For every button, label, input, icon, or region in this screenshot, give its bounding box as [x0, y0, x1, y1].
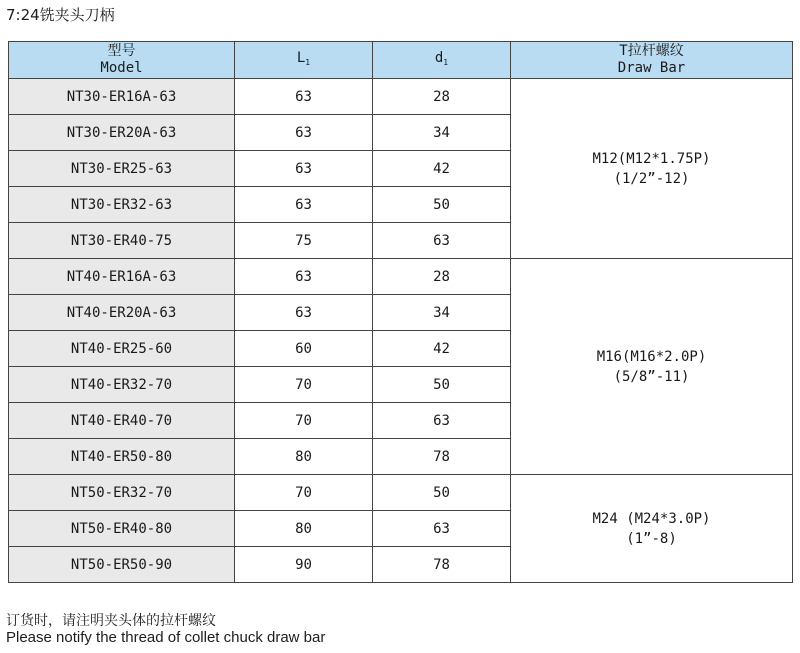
model-cell: NT50-ER40-80	[9, 511, 235, 547]
l1-cell: 70	[235, 403, 373, 439]
header-draw-bar-en: Draw Bar	[617, 60, 686, 76]
header-model-cn: 型号	[107, 43, 136, 59]
l1-cell: 80	[235, 439, 373, 475]
d1-cell: 78	[373, 547, 511, 583]
model-cell: NT30-ER32-63	[9, 187, 235, 223]
d1-cell: 63	[373, 223, 511, 259]
l1-cell: 70	[235, 475, 373, 511]
page-title: 7:24铣夹头刀柄	[6, 6, 115, 24]
draw-bar-line1: M24 (M24*3.0P)	[592, 510, 711, 527]
draw-bar-cell	[511, 79, 793, 259]
spec-table	[8, 41, 793, 583]
draw-bar-cell	[511, 475, 793, 583]
footnote-en: Please notify the thread of collet chuck draw bar	[6, 629, 326, 646]
model-cell: NT30-ER20A-63	[9, 115, 235, 151]
d1-cell: 42	[373, 151, 511, 187]
table-row	[9, 475, 793, 511]
model-cell: NT40-ER32-70	[9, 367, 235, 403]
l1-cell: 63	[235, 295, 373, 331]
model-cell: NT30-ER25-63	[9, 151, 235, 187]
header-l1	[235, 42, 373, 79]
d1-cell: 63	[373, 403, 511, 439]
header-l1-sub: 1	[305, 57, 311, 67]
d1-cell: 63	[373, 511, 511, 547]
model-cell: NT30-ER40-75	[9, 223, 235, 259]
model-cell: NT40-ER25-60	[9, 331, 235, 367]
header-l1-letter: L	[296, 49, 306, 66]
header-row	[9, 42, 793, 79]
header-draw-bar-cn: T拉杆螺纹	[619, 43, 684, 59]
model-cell: NT40-ER50-80	[9, 439, 235, 475]
footnote-cn: 订货时，请注明夹头体的拉杆螺纹	[6, 613, 216, 629]
header-model	[9, 42, 235, 79]
d1-cell: 28	[373, 259, 511, 295]
draw-bar-line2: (1”-8)	[626, 530, 677, 547]
d1-cell: 50	[373, 475, 511, 511]
draw-bar-cell	[511, 259, 793, 475]
model-cell: NT30-ER16A-63	[9, 79, 235, 115]
d1-cell: 34	[373, 295, 511, 331]
l1-cell: 75	[235, 223, 373, 259]
d1-cell: 50	[373, 367, 511, 403]
draw-bar-line1: M12(M12*1.75P)	[592, 150, 711, 167]
table-row	[9, 259, 793, 295]
header-d1	[373, 42, 511, 79]
l1-cell: 63	[235, 151, 373, 187]
model-cell: NT50-ER32-70	[9, 475, 235, 511]
model-cell: NT40-ER20A-63	[9, 295, 235, 331]
header-model-en: Model	[100, 60, 143, 76]
table-row	[9, 79, 793, 115]
d1-cell: 50	[373, 187, 511, 223]
d1-cell: 78	[373, 439, 511, 475]
l1-cell: 63	[235, 79, 373, 115]
d1-cell: 28	[373, 79, 511, 115]
l1-cell: 90	[235, 547, 373, 583]
l1-cell: 63	[235, 115, 373, 151]
d1-cell: 42	[373, 331, 511, 367]
model-cell: NT40-ER40-70	[9, 403, 235, 439]
header-d1-sub: 1	[443, 57, 449, 67]
l1-cell: 80	[235, 511, 373, 547]
l1-cell: 70	[235, 367, 373, 403]
draw-bar-line2: (1/2”-12)	[613, 170, 690, 187]
l1-cell: 63	[235, 187, 373, 223]
model-cell: NT40-ER16A-63	[9, 259, 235, 295]
l1-cell: 60	[235, 331, 373, 367]
header-d1-letter: d	[434, 49, 444, 66]
d1-cell: 34	[373, 115, 511, 151]
draw-bar-line2: (5/8”-11)	[613, 368, 690, 385]
draw-bar-line1: M16(M16*2.0P)	[596, 348, 707, 365]
header-draw-bar	[511, 42, 793, 79]
l1-cell: 63	[235, 259, 373, 295]
model-cell: NT50-ER50-90	[9, 547, 235, 583]
